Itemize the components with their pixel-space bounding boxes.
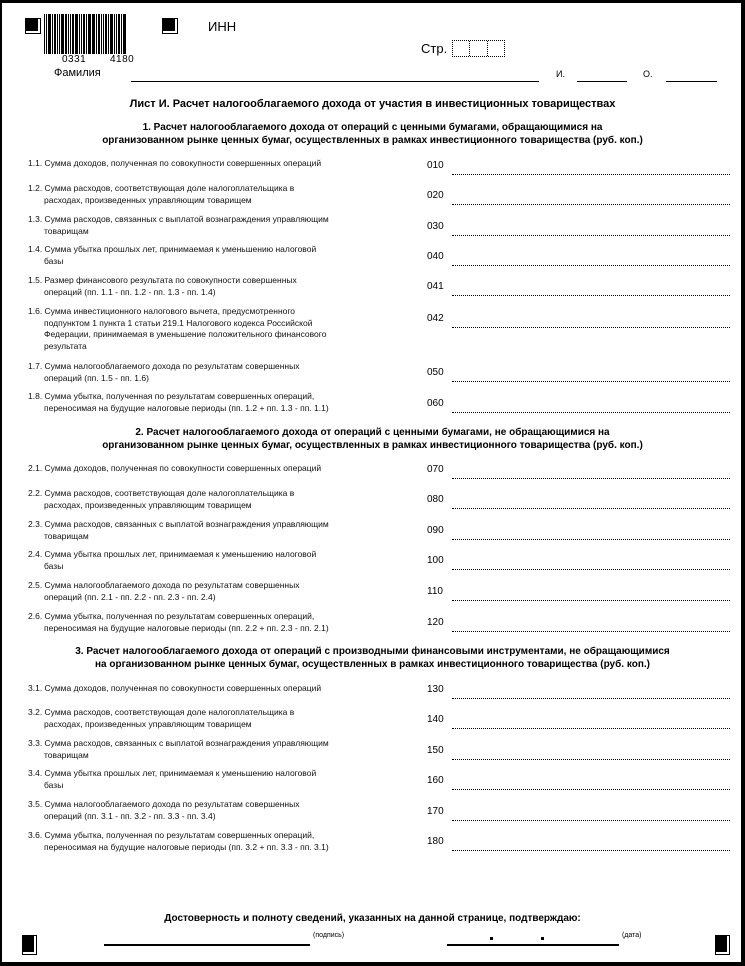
row-label-line: операций (пп. 3.1 - пп. 3.2 - пп. 3.3 - пп. 3.4) (44, 810, 216, 821)
amount-field-120[interactable] (452, 631, 730, 632)
row-label-line: 2.6. Сумма убытка, полученная по результатам совершенных операций, (28, 611, 315, 621)
amount-field-040[interactable] (452, 265, 730, 266)
amount-field-050[interactable] (452, 381, 730, 382)
barcode-bar (52, 14, 53, 54)
row-label (28, 275, 388, 298)
row-label-line: 2.5. Сумма налогооблагаемого дохода по результатам совершенных (28, 580, 300, 590)
line-code: 041 (427, 281, 444, 292)
barcode-bar (68, 14, 69, 54)
line-code: 120 (427, 617, 444, 628)
row-label-line: 1.1. Сумма доходов, полученная по совокупности совершенных операций (28, 158, 322, 168)
barcode-bar (101, 14, 102, 54)
barcode-bar (54, 14, 56, 54)
row-label (28, 463, 388, 475)
amount-field-170[interactable] (452, 820, 730, 821)
barcode-number-right: 4180 (110, 54, 135, 65)
barcode (44, 14, 127, 54)
row-label-line: 1.4. Сумма убытка прошлых лет, принимаемая к уменьшению налоговой (28, 244, 317, 254)
row-label (28, 580, 388, 603)
row-label-line: 3.4. Сумма убытка прошлых лет, принимаемая к уменьшению налоговой (28, 768, 317, 778)
amount-field-100[interactable] (452, 569, 730, 570)
line-code: 140 (427, 714, 444, 725)
section-heading-line: организованном рынке ценных бумаг, осуществленных в рамках инвестиционного товарищества (руб. коп.) (102, 135, 643, 146)
row-label-line: 2.2. Сумма расходов, соответствующая доле налогоплательщика в (28, 488, 295, 498)
row-label-line: 2.1. Сумма доходов, полученная по совокупности совершенных операций (28, 463, 322, 473)
row-label-line: 3.5. Сумма налогооблагаемого дохода по результатам совершенных (28, 799, 300, 809)
patronymic-initial-label: О. (643, 69, 653, 79)
barcode-bar (118, 14, 120, 54)
amount-field-180[interactable] (452, 850, 730, 851)
row-label (28, 830, 388, 853)
sheet-title: Лист И. Расчет налогооблагаемого дохода от участия в инвестиционных товариществах (129, 98, 616, 110)
row-label-line: расходах, произведенных управляющим товарищем (44, 718, 252, 729)
date-separator-dot (541, 937, 544, 940)
barcode-bar (103, 14, 104, 54)
barcode-bar (79, 14, 80, 54)
line-code: 070 (427, 464, 444, 475)
amount-field-030[interactable] (452, 235, 730, 236)
row-label-line: 1.5. Размер финансового результата по совокупности совершенных (28, 275, 297, 285)
row-label-line: 3.6. Сумма убытка, полученная по результатам совершенных операций, (28, 830, 315, 840)
amount-field-150[interactable] (452, 759, 730, 760)
alignment-marker-top-left (25, 18, 41, 34)
line-code: 110 (427, 586, 443, 597)
line-code: 170 (427, 806, 444, 817)
row-label-line: 2.4. Сумма убытка прошлых лет, принимаемая к уменьшению налоговой (28, 549, 317, 559)
row-label (28, 306, 388, 352)
row-label (28, 519, 388, 542)
row-label (28, 183, 388, 206)
barcode-bar (75, 14, 78, 54)
barcode-bar (110, 14, 113, 54)
amount-field-010[interactable] (452, 174, 730, 175)
barcode-bar (65, 14, 67, 54)
row-label-line: 1.7. Сумма налогооблагаемого дохода по результатам совершенных (28, 361, 300, 371)
amount-field-160[interactable] (452, 789, 730, 790)
barcode-bar (46, 14, 47, 54)
section-heading-line: 2. Расчет налогооблагаемого дохода от операций с ценными бумагами, не обращающимися на (135, 427, 610, 438)
row-label-line: 1.2. Сумма расходов, соответствующая доле налогоплательщика в (28, 183, 295, 193)
row-label-line: операций (пп. 1.1 - пп. 1.2 - пп. 1.3 - пп. 1.4) (44, 286, 216, 297)
row-label-line: расходах, произведенных управляющим товарищем (44, 499, 252, 510)
barcode-number-left: 0331 (62, 54, 87, 65)
barcode-bar (44, 14, 45, 54)
date-separator-dot (490, 937, 493, 940)
line-code: 050 (427, 367, 444, 378)
page-number-label: Стр. (421, 41, 448, 56)
date-field[interactable] (447, 944, 619, 946)
row-label (28, 768, 388, 791)
line-code: 130 (427, 684, 444, 695)
section-heading-line: 1. Расчет налогооблагаемого дохода от операций с ценными бумагами, обращающимися на (142, 122, 603, 133)
date-label: (дата) (622, 932, 642, 939)
line-code: 030 (427, 221, 444, 232)
barcode-bar (96, 14, 97, 54)
confirmation-text: Достоверность и полноту сведений, указанных на данной странице, подтверждаю: (164, 913, 581, 924)
amount-field-060[interactable] (452, 412, 730, 413)
amount-field-130[interactable] (452, 698, 730, 699)
page-number-field[interactable] (452, 40, 505, 57)
alignment-marker-bottom-right (715, 935, 730, 955)
amount-field-020[interactable] (452, 204, 730, 205)
row-label-line: подпунктом 1 пункта 1 статьи 219.1 Налогового кодекса Российской (44, 317, 313, 328)
amount-field-140[interactable] (452, 728, 730, 729)
row-label-line: 1.6. Сумма инвестиционного налогового вычета, предусмотренного (28, 306, 296, 316)
row-label-line: Федерации, принимаемая в уменьшение положительного финансового (44, 329, 327, 339)
row-label (28, 214, 388, 237)
row-label (28, 244, 388, 267)
barcode-bar (116, 14, 117, 54)
section-heading-line: 3. Расчет налогооблагаемого дохода от операций с производными финансовыми инструментами, не обращающимися (75, 646, 670, 657)
line-code: 060 (427, 398, 444, 409)
line-code: 160 (427, 775, 444, 786)
barcode-bar (57, 14, 58, 54)
signature-label: (подпись) (313, 932, 345, 939)
row-label (28, 611, 388, 634)
row-label (28, 799, 388, 822)
barcode-bar (48, 14, 51, 54)
row-label-line: 3.3. Сумма расходов, связанных с выплатой вознаграждения управляющим (28, 738, 329, 748)
alignment-marker-bottom-left (22, 935, 37, 955)
row-label (28, 488, 388, 511)
barcode-bar (105, 14, 107, 54)
row-label-line: операций (пп. 2.1 - пп. 2.2 - пп. 2.3 - пп. 2.4) (44, 591, 216, 602)
signature-field[interactable] (104, 944, 310, 946)
amount-field-041[interactable] (452, 295, 730, 296)
line-code: 150 (427, 745, 444, 756)
row-label (28, 361, 388, 384)
barcode-bar (61, 14, 64, 54)
amount-field-042[interactable] (452, 327, 730, 328)
line-code: 040 (427, 251, 444, 262)
row-label-line: операций (пп. 1.5 - пп. 1.6) (44, 372, 149, 383)
barcode-bar (121, 14, 122, 54)
name-initial-field[interactable] (577, 81, 627, 82)
barcode-bar (72, 14, 74, 54)
line-code: 020 (427, 190, 444, 201)
patronymic-initial-field[interactable] (666, 81, 717, 82)
barcode-bar (81, 14, 82, 54)
amount-field-110[interactable] (452, 600, 730, 601)
line-code: 010 (427, 160, 444, 171)
barcode-bar (86, 14, 87, 54)
row-label (28, 738, 388, 761)
barcode-bar (123, 14, 126, 54)
section-heading (20, 121, 725, 147)
row-label-line: товарищам (44, 225, 89, 236)
line-code: 042 (427, 313, 444, 324)
row-label-line: переносимая на будущие налоговые периоды (пп. 2.2 + пп. 2.3 - пп. 2.1) (44, 622, 329, 633)
section-heading (20, 426, 725, 452)
line-code: 080 (427, 494, 444, 505)
line-code: 180 (427, 836, 444, 847)
row-label-line: 1.3. Сумма расходов, связанных с выплатой вознаграждения управляющим (28, 214, 329, 224)
surname-label: Фамилия (54, 67, 101, 79)
inn-label: ИНН (208, 19, 237, 34)
barcode-bar (83, 14, 85, 54)
row-label-line: базы (44, 560, 64, 571)
amount-field-070[interactable] (452, 478, 730, 479)
section-heading-line: на организованном рынке ценных бумаг, осуществленных в рамках инвестиционного товарищества (руб. коп.) (95, 659, 650, 670)
alignment-marker-top-right (162, 18, 178, 34)
amount-field-080[interactable] (452, 508, 730, 509)
row-label-line: расходах, произведенных управляющим товарищем (44, 194, 252, 205)
row-label (28, 158, 388, 170)
row-label-line: 3.2. Сумма расходов, соответствующая доле налогоплательщика в (28, 707, 295, 717)
amount-field-090[interactable] (452, 539, 730, 540)
row-label-line: переносимая на будущие налоговые периоды (пп. 1.2 + пп. 1.3 - пп. 1.1) (44, 402, 329, 413)
barcode-bar (92, 14, 95, 54)
row-label (28, 683, 388, 695)
barcode-bar (59, 14, 60, 54)
row-label (28, 391, 388, 414)
line-code: 100 (427, 555, 444, 566)
row-label (28, 707, 388, 730)
row-label (28, 549, 388, 572)
name-initial-label: И. (556, 69, 565, 79)
row-label-line: товарищам (44, 749, 89, 760)
row-label-line: 2.3. Сумма расходов, связанных с выплатой вознаграждения управляющим (28, 519, 329, 529)
row-label-line: базы (44, 779, 64, 790)
section-heading (20, 645, 725, 671)
row-label-line: переносимая на будущие налоговые периоды (пп. 3.2 + пп. 3.3 - пп. 3.1) (44, 841, 329, 852)
surname-field[interactable] (131, 81, 539, 82)
barcode-bar (108, 14, 109, 54)
row-label-line: базы (44, 255, 64, 266)
barcode-bar (88, 14, 91, 54)
row-label-line: 1.8. Сумма убытка, полученная по результатам совершенных операций, (28, 391, 315, 401)
line-code: 090 (427, 525, 444, 536)
row-label-line: результата (44, 340, 87, 351)
barcode-bar (70, 14, 71, 54)
row-label-line: товарищам (44, 530, 89, 541)
barcode-bar (114, 14, 115, 54)
barcode-bar (98, 14, 100, 54)
section-heading-line: организованном рынке ценных бумаг, осуществленных в рамках инвестиционного товарищества (руб. коп.) (102, 440, 643, 451)
row-label-line: 3.1. Сумма доходов, полученная по совокупности совершенных операций (28, 683, 322, 693)
